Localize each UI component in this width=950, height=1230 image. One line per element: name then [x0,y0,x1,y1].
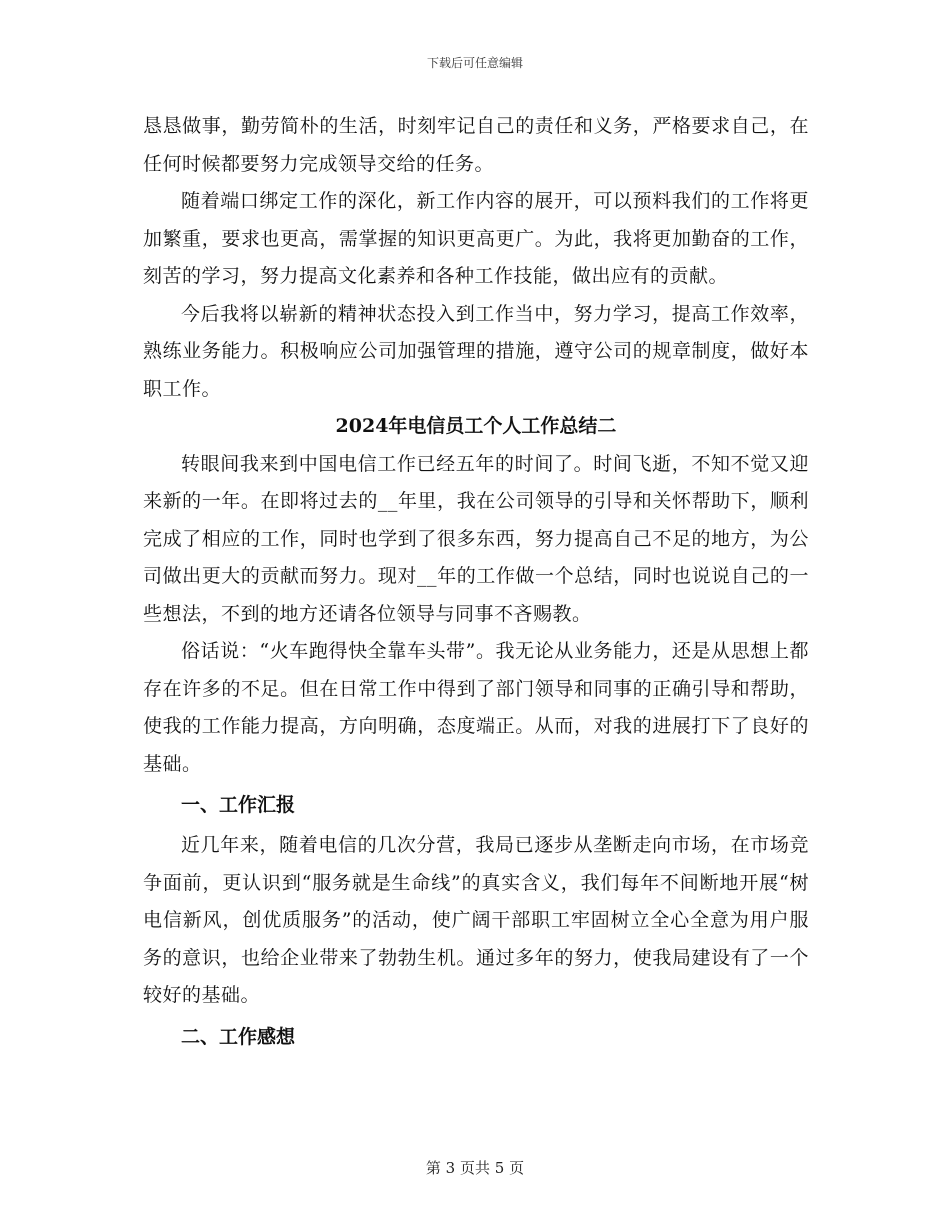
page-header: 下载后可任意编辑 [426,56,523,70]
section-title: 2024年电信员工个人工作总结二 [335,415,617,437]
page-footer: 第 3 页共 5 页 [425,1159,525,1177]
body-paragraph: 转眼间我来到中国电信工作已经五年的时间了。时间飞逝，不知不觉又迎来新的一年。在即将过去的__年里，我在公司领导的引导和关怀帮助下，顺利完成了相应的工作，同时也学到了很多东西，努力提高自己不足的地方，为公司做出更大的贡献而努力。现对__年的工作做一个总结，同时也说说自己的一些想法，不到的地方还请各位领导与同事不吝赐教。 [143,452,809,625]
body-paragraph: 俗话说：“火车跑得快全靠车头带”。我无论从业务能力，还是从思想上都存在许多的不足。但在日常工作中得到了部门领导和同事的正确引导和帮助，使我的工作能力提高，方向明确，态度端正。从而，对我的进展打下了良好的基础。 [143,640,809,775]
subheading-work-reflections: 二、工作感想 [181,1025,296,1048]
body-paragraph: 近几年来，随着电信的几次分营，我局已逐步从垄断走向市场，在市场竞争面前，更认识到“服务就是生命线”的真实含义，我们每年不间断地开展“树电信新风，创优质服务”的活动，使广阔干部职工牢固树立全心全意为用户服务的意识，也给企业带来了勃勃生机。通过多年的努力，使我局建设有了一个较好的基础。 [143,834,809,1006]
document-body [143,108,809,1059]
body-paragraph: 恳恳做事，勤劳简朴的生活，时刻牢记自己的责任和义务，严格要求自己，在任何时候都要努力完成领导交给的任务。 [143,115,809,175]
body-paragraph: 今后我将以崭新的精神状态投入到工作当中，努力学习，提高工作效率，熟练业务能力。积极响应公司加强管理的措施，遵守公司的规章制度，做好本职工作。 [143,302,809,400]
body-paragraph: 随着端口绑定工作的深化，新工作内容的展开，可以预料我们的工作将更加繁重，要求也更高，需掌握的知识更高更广。为此，我将更加勤奋的工作，刻苦的学习，努力提高文化素养和各种工作技能，做出应有的贡献。 [143,190,809,287]
subheading-work-report: 一、工作汇报 [181,794,296,816]
